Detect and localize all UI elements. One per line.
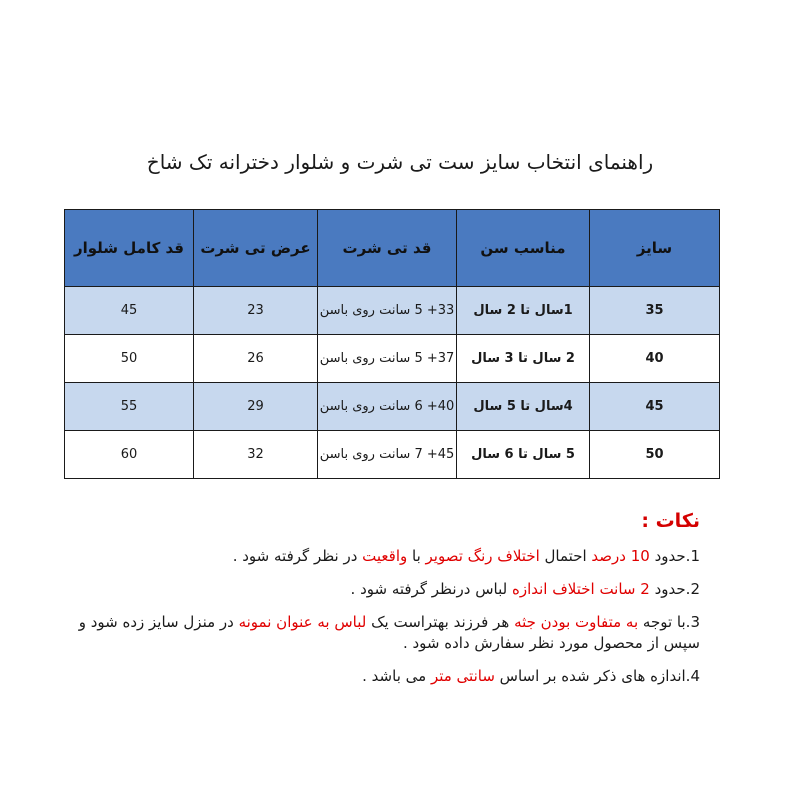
cell-tshirt-length: 45+ 7 سانت روی باسن xyxy=(318,431,457,479)
note-text: می باشد . xyxy=(362,667,431,685)
note-4 xyxy=(60,666,700,687)
note-text: در منزل سایز زده شود و xyxy=(78,613,239,631)
note-number: 1. xyxy=(685,547,700,565)
header-tshirt-width: عرض تی شرت xyxy=(194,210,318,287)
cell-age: 4سال تا 5 سال xyxy=(457,383,590,431)
header-tshirt-length: قد تی شرت xyxy=(318,210,457,287)
note-text: با توجه xyxy=(638,613,686,631)
table-row xyxy=(65,431,720,479)
note-text: حدود xyxy=(649,580,686,598)
header-pants-length: قد کامل شلوار xyxy=(65,210,194,287)
header-age: مناسب سن xyxy=(457,210,590,287)
cell-pants-length: 50 xyxy=(65,335,194,383)
table-row xyxy=(65,335,720,383)
note-highlight: به متفاوت بودن جثه xyxy=(514,613,639,631)
note-highlight: واقعیت xyxy=(362,547,408,565)
note-number: 3. xyxy=(685,613,700,631)
cell-pants-length: 60 xyxy=(65,431,194,479)
table-row xyxy=(65,383,720,431)
note-2 xyxy=(60,579,700,600)
cell-age: 1سال تا 2 سال xyxy=(457,287,590,335)
cell-tshirt-length: 37+ 5 سانت روی باسن xyxy=(318,335,457,383)
note-3 xyxy=(60,612,700,654)
cell-tshirt-width: 23 xyxy=(194,287,318,335)
note-highlight: سانتی متر xyxy=(430,667,495,685)
note-highlight: لباس به عنوان نمونه xyxy=(238,613,367,631)
size-table xyxy=(64,209,720,479)
cell-age: 2 سال تا 3 سال xyxy=(457,335,590,383)
cell-size: 45 xyxy=(590,383,720,431)
cell-pants-length: 45 xyxy=(65,287,194,335)
note-text: اندازه های ذکر شده بر اساس xyxy=(494,667,686,685)
cell-tshirt-length: 33+ 5 سانت روی باسن xyxy=(318,287,457,335)
note-highlight: 10 درصد xyxy=(591,547,650,565)
page-title: راهنمای انتخاب سایز ست تی شرت و شلوار دخترانه تک شاخ xyxy=(146,150,654,174)
header-size: سایز xyxy=(590,210,720,287)
note-text: سپس از محصول مورد نظر سفارش داده شود . xyxy=(402,634,700,652)
note-highlight: 2 سانت اختلاف اندازه xyxy=(511,580,650,598)
notes-title: نکات : xyxy=(641,510,700,532)
cell-pants-length: 55 xyxy=(65,383,194,431)
note-text: هر فرزند بهتراست یک xyxy=(366,613,515,631)
table-header-row xyxy=(65,210,720,287)
cell-tshirt-width: 29 xyxy=(194,383,318,431)
cell-tshirt-width: 26 xyxy=(194,335,318,383)
note-text: در نظر گرفته شود . xyxy=(232,547,363,565)
note-number: 4. xyxy=(685,667,700,685)
note-text: احتمال xyxy=(539,547,592,565)
cell-tshirt-length: 40+ 6 سانت روی باسن xyxy=(318,383,457,431)
cell-tshirt-width: 32 xyxy=(194,431,318,479)
cell-size: 35 xyxy=(590,287,720,335)
notes-section xyxy=(60,510,700,699)
note-text: حدود xyxy=(649,547,686,565)
cell-age: 5 سال تا 6 سال xyxy=(457,431,590,479)
note-text: با xyxy=(407,547,426,565)
cell-size: 50 xyxy=(590,431,720,479)
note-1 xyxy=(60,546,700,567)
cell-size: 40 xyxy=(590,335,720,383)
note-text: لباس درنظر گرفته شود . xyxy=(350,580,512,598)
note-highlight: اختلاف رنگ تصویر xyxy=(425,547,540,565)
table-row xyxy=(65,287,720,335)
note-number: 2. xyxy=(685,580,700,598)
